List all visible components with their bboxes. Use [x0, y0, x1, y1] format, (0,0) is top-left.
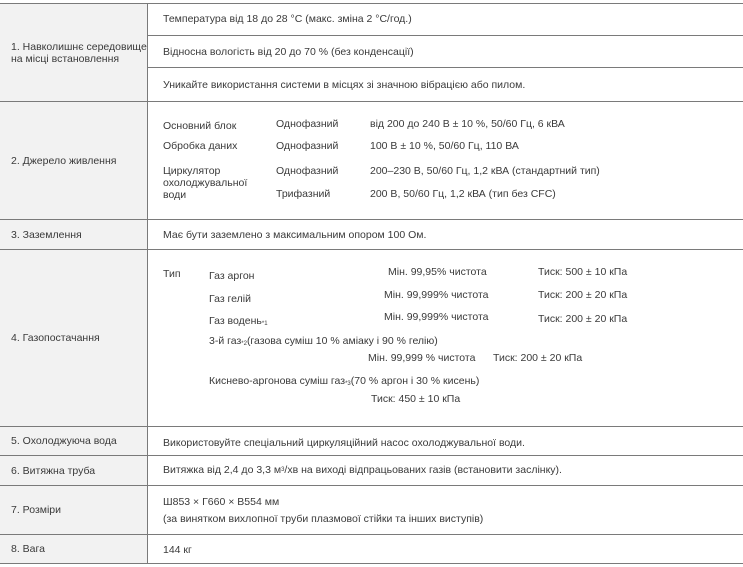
footnote-marker: *3 — [345, 381, 351, 387]
power-item-name: Обробка даних — [163, 140, 238, 152]
chiller-spec-three: 200 В, 50/60 Гц, 1,2 кВА (тип без CFC) — [370, 188, 556, 200]
dimensions-text: Ш853 × Г660 × В554 мм — [163, 496, 280, 508]
oxygen-argon-pressure: Тиск: 450 ± 10 кПа — [371, 393, 461, 405]
humidity-text: Відносна вологість від 20 до 70 % (без конденсації) — [163, 46, 414, 58]
chiller-name: Циркулятор охолоджувальної води — [163, 165, 248, 201]
row-value — [148, 220, 743, 249]
third-gas: 3-й газ$_{*2}$(газова суміш 10 % аміаку і 90 % гелію) — [209, 335, 438, 347]
exhaust-text: Витяжка від 2,4 до 3,3 $м^3/хв$ на виході відпрацьованих газів (встановити заслінку). — [163, 464, 562, 476]
chiller-phase-three: Трифазний — [276, 188, 331, 200]
argon-purity: Мін. 99,95% чистота — [388, 266, 487, 278]
row-dimensions — [0, 485, 743, 534]
row-value — [148, 427, 743, 455]
helium-purity: Мін. 99,999% чистота — [384, 289, 489, 301]
hydrogen-pressure: Тиск: 200 ± 20 кПа — [538, 313, 628, 325]
third-gas-pressure: Тиск: 200 ± 20 кПа — [493, 352, 583, 364]
row-value — [148, 102, 743, 219]
row-value — [148, 456, 743, 485]
chiller-phase-single: Однофазний — [276, 165, 339, 177]
oxygen-argon-gas: Киснево-аргонова суміш газ$_{*3}$(70 % аргон і 30 % кисень) — [209, 375, 480, 387]
temperature-text: Температура від 18 до 28 °C (макс. зміна 2 °C/год.) — [163, 13, 412, 25]
row-exhaust — [0, 455, 743, 485]
argon-name: Газ аргон — [209, 270, 255, 282]
power-item-name: Основний блок — [163, 120, 237, 132]
row-label: 2. Джерело живлення — [0, 102, 148, 219]
footnote-marker: *2 — [241, 341, 247, 347]
hydrogen-name: Газ водень$_{*1}$ — [209, 315, 268, 327]
power-item-spec: від 200 до 240 В ± 10 %, 50/60 Гц, 6 кВА — [370, 118, 565, 130]
chiller-spec-single: 200–230 В, 50/60 Гц, 1,2 кВА (стандартний тип) — [370, 165, 600, 177]
row-label: 4. Газопостачання — [0, 250, 148, 426]
cooling-water-text: Використовуйте спеціальний циркуляційний насос охолоджувальної води. — [163, 437, 525, 449]
type-label: Тип — [163, 268, 181, 280]
row-label: 3. Заземлення — [0, 220, 148, 249]
unit-superscript: 3 — [281, 467, 285, 473]
third-gas-purity: Мін. 99,999 % чистота — [368, 352, 476, 364]
row-label: 6. Витяжна труба — [0, 456, 148, 485]
helium-name: Газ гелій — [209, 293, 251, 305]
hydrogen-purity: Мін. 99,999% чистота — [384, 311, 489, 323]
row-value — [148, 486, 743, 534]
helium-pressure: Тиск: 200 ± 20 кПа — [538, 289, 628, 301]
row-label: 8. Вага — [0, 535, 148, 563]
weight-text: 144 кг — [163, 544, 192, 556]
vibration-text: Уникайте використання системи в місцях зі значною вібрацією або пилом. — [163, 79, 526, 91]
footnote-marker: *1 — [261, 321, 268, 327]
row-weight — [0, 534, 743, 564]
argon-pressure: Тиск: 500 ± 10 кПа — [538, 266, 628, 278]
row-value — [148, 250, 743, 426]
grounding-text: Має бути заземлено з максимальним опором 100 Ом. — [163, 229, 427, 241]
row-gas — [0, 249, 743, 426]
row-power — [0, 101, 743, 219]
row-value — [148, 535, 743, 563]
row-cooling-water — [0, 426, 743, 455]
power-item-phase: Однофазний — [276, 140, 339, 152]
row-environment — [0, 3, 743, 101]
row-label: 7. Розміри — [0, 486, 148, 534]
dimensions-note: (за винятком вихлопної труби плазмової стійки та інших виступів) — [163, 513, 484, 525]
row-grounding — [0, 219, 743, 249]
power-item-phase: Однофазний — [276, 118, 339, 130]
power-item-spec: 100 В ± 10 %, 50/60 Гц, 110 ВА — [370, 140, 519, 152]
row-label: 5. Охолоджуюча вода — [0, 427, 148, 455]
row-label: 1. Навколишнє середовище на місці встановлення — [0, 4, 148, 101]
